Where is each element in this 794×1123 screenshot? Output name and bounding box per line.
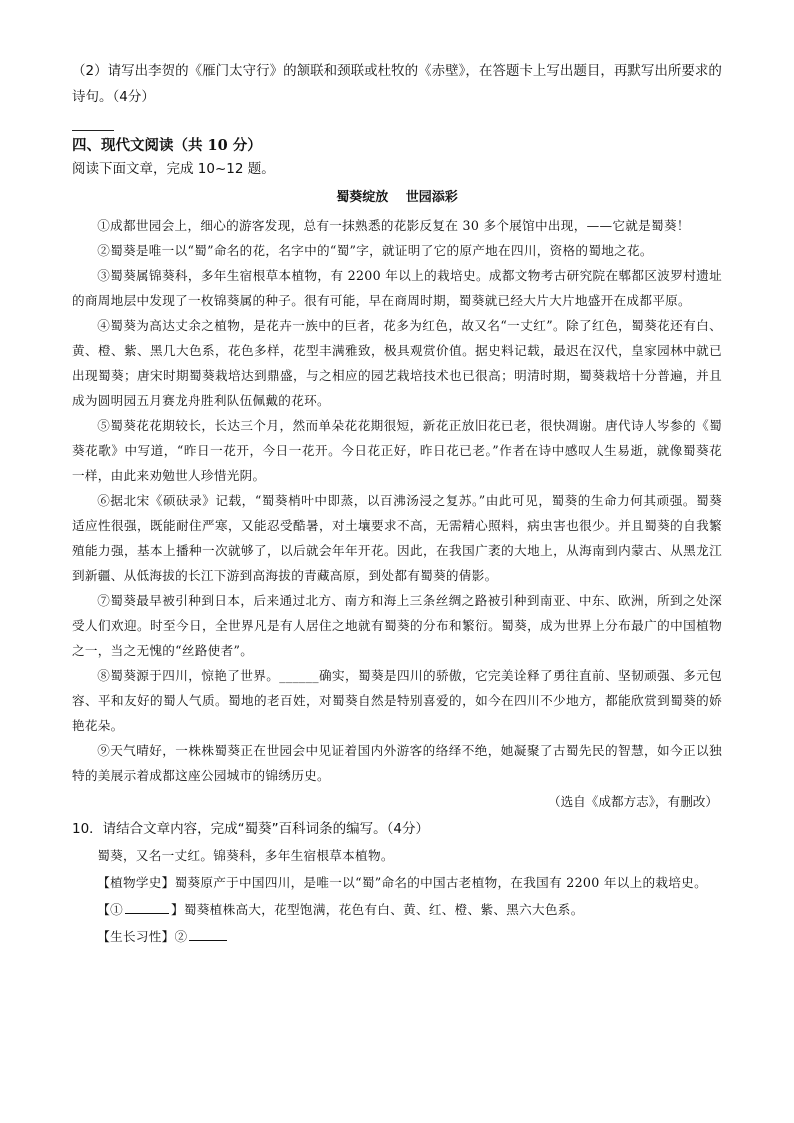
entry-blank-1-text: 蜀葵植株高大，花型饱满，花色有白、黄、红、橙、紫、黑六大色系。 bbox=[183, 902, 584, 917]
answer-blank-1[interactable] bbox=[125, 901, 169, 914]
article-paragraph-8: ⑧蜀葵源于四川，惊艳了世界。______确实，蜀葵是四川的骄傲，它完美诠释了勇往直前、坚韧顽强、多元包容、平和友好的蜀人气质。蜀地的老百姓，对蜀葵自然是特别喜爱的，如今在四川不少地方，都能欣赏到蜀葵的娇艳花朵。 bbox=[72, 668, 722, 733]
article-paragraph-2: ②蜀葵是唯一以“蜀”命名的花，名字中的“蜀”字，就证明了它的原产地在四川，资格的蜀地之花。 bbox=[97, 243, 653, 258]
answer-blank-2[interactable] bbox=[189, 928, 227, 941]
entry-blank-1-open: 【① bbox=[97, 902, 123, 917]
entry-growth-row bbox=[72, 923, 722, 950]
section-divider bbox=[72, 130, 114, 131]
article-paragraph-6: ⑥据北宋《硕砆录》记载，“蜀葵梢叶中即蒸，以百沸汤浸之复苏。”由此可见，蜀葵的生命力何其顽强。蜀葵适应性很强，既能耐住严寒，又能忍受酷暑，对土壤要求不高，无需精心照料，病虫害也很少。并且蜀葵的自我繁殖能力强，基本上播种一次就够了，以后就会年年开花。因此，在我国广袤的大地上，从海南到内蒙古、从黑龙江到新疆、从低海拔的长江下游到高海拔的青藏高原，到处都有蜀葵的倩影。 bbox=[72, 493, 722, 583]
entry-history-label: 【植物学史】 bbox=[97, 875, 175, 890]
question-10-prompt: 10．请结合文章内容，完成“蜀葵”百科词条的编写。（4分） bbox=[72, 821, 430, 837]
section-heading: 四、现代文阅读（共 10 分） bbox=[72, 137, 262, 154]
question-2-prompt: （2）请写出李贺的《雁门太守行》的颔联和颈联或杜牧的《赤壁》，在答题卡上写出题目，再默写出所要求的诗句。（4分） bbox=[72, 63, 722, 105]
entry-blank-1-close: 】 bbox=[170, 902, 184, 917]
article-paragraph-5: ⑤蜀葵花花期较长，长达三个月，然而单朵花花期很短，新花正放旧花已老，很快凋谢。唐代诗人岑参的《蜀葵花歌》中写道，“昨日一花开，今日一花开。今日花正好，昨日花已老。”作者在诗中感叹人生易逝，就像蜀葵花一样，由此来劝勉世人珍惜光阴。 bbox=[72, 418, 722, 483]
article-paragraph-7: ⑦蜀葵最早被引种到日本，后来通过北方、南方和海上三条丝绸之路被引种到南亚、中东、欧洲，所到之处深受人们欢迎。时至今日，全世界凡是有人居住之地就有蜀葵的分布和繁衍。蜀葵，成为世界上分布最广的中国植物之一，当之无愧的“丝路使者”。 bbox=[72, 593, 722, 658]
article-paragraph-1: ①成都世园会上，细心的游客发现，总有一抹熟悉的花影反复在 30 多个展馆中出现，——它就是蜀葵！ bbox=[97, 218, 690, 233]
article-source: （选自《成都方志》，有删改） bbox=[547, 794, 718, 809]
article-title: 蜀葵绽放 世园添彩 bbox=[336, 190, 458, 205]
article-paragraph-9: ⑨天气晴好，一株株蜀葵正在世园会中见证着国内外游客的络绎不绝，她凝聚了古蜀先民的智慧，如今正以独特的美展示着成都这座公园城市的锦绣历史。 bbox=[72, 743, 722, 783]
article-paragraph-3: ③蜀葵属锦葵科，多年生宿根草本植物，有 2200 年以上的栽培史。成都文物考古研究院在郫都区波罗村遗址的商周地层中发现了一枚锦葵属的种子。很有可能，早在商周时期，蜀葵就已经大片大片地盛开在成都平原。 bbox=[72, 268, 722, 308]
entry-intro: 蜀葵，又名一丈红。锦葵科，多年生宿根草本植物。 bbox=[97, 848, 394, 863]
reading-instruction: 阅读下面文章，完成 10~12 题。 bbox=[72, 161, 275, 177]
document-page bbox=[72, 58, 722, 950]
entry-history bbox=[72, 869, 722, 896]
entry-growth-label: 【生长习性】② bbox=[97, 929, 188, 944]
entry-blank-1-row bbox=[72, 896, 722, 923]
entry-history-text: 蜀葵原产于中国四川，是唯一以“蜀”命名的中国古老植物，在我国有 2200 年以上的栽培史。 bbox=[174, 875, 707, 890]
article-paragraph-4: ④蜀葵为高达丈余之植物，是花卉一族中的巨者，花多为红色，故又名“一丈红”。除了红色，蜀葵花还有白、黄、橙、紫、黑几大色系，花色多样，花型丰满雅致，极具观赏价值。据史料记载，最迟在汉代，皇家园林中就已出现蜀葵；唐宋时期蜀葵栽培达到鼎盛，与之相应的园艺栽培技术也已很高；明清时期，蜀葵栽培十分普遍，并且成为圆明园五月赛龙舟胜利队伍佩戴的花环。 bbox=[72, 318, 722, 408]
